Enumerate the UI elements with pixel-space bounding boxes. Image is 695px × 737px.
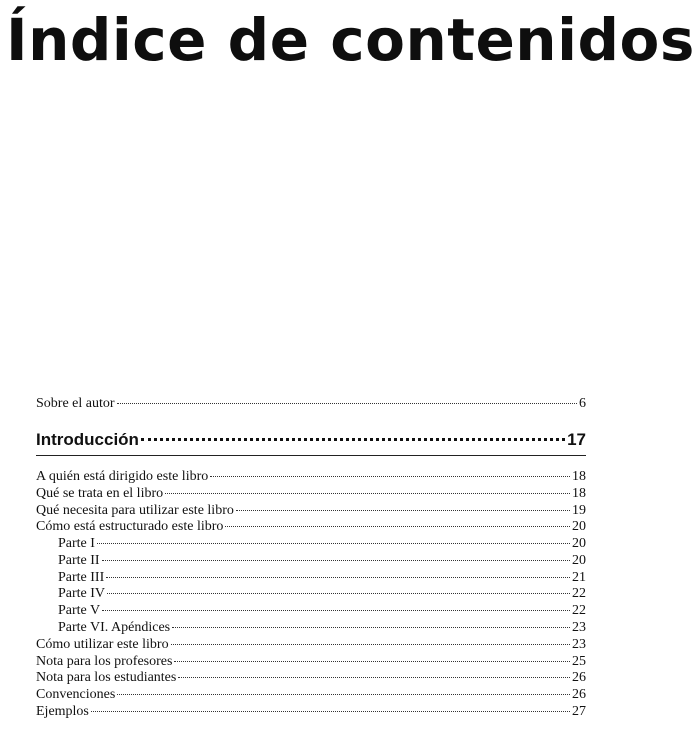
dot-leader: [107, 593, 570, 594]
dot-leader: [225, 526, 570, 527]
toc-subentry-page-number: 23: [572, 620, 586, 635]
toc-subentry-page-number: 20: [572, 553, 586, 568]
dot-leader: [106, 577, 570, 578]
toc-chapter-introduccion[interactable]: [36, 429, 586, 451]
toc-chapter-label: Introducción: [36, 430, 139, 449]
toc-subentry-label: Parte III: [58, 570, 105, 585]
toc-entry-page-number: 6: [579, 396, 586, 411]
toc-entry-label: Sobre el autor: [36, 396, 115, 411]
toc-subentry[interactable]: [58, 535, 586, 552]
toc-entry-label: Qué se trata en el libro: [36, 486, 164, 501]
toc-entry-label: Nota para los profesores: [36, 654, 173, 669]
toc-subentry[interactable]: [58, 619, 586, 636]
dot-leader: [171, 644, 570, 645]
toc-entry-page-number: 27: [572, 704, 586, 719]
toc-subentry-page-number: 20: [572, 536, 586, 551]
toc-subentry-label: Parte II: [58, 553, 100, 568]
toc-entry-page-number: 19: [572, 503, 586, 518]
toc-subentry-page-number: 22: [572, 586, 586, 601]
toc-entry[interactable]: [36, 636, 586, 653]
toc-subentry-page-number: 21: [572, 570, 586, 585]
chapter-divider: [36, 455, 586, 456]
toc-entry[interactable]: [36, 686, 586, 703]
toc-subentry-label: Parte I: [58, 536, 95, 551]
dot-leader: [165, 493, 570, 494]
dot-leader: [102, 610, 570, 611]
toc-subentry[interactable]: [58, 585, 586, 602]
toc-entry[interactable]: [36, 703, 586, 720]
toc-entry-page-number: 26: [572, 670, 586, 685]
toc-subentry[interactable]: [58, 552, 586, 569]
toc-chapter-page-number: 17: [567, 430, 586, 449]
toc-subentry-page-number: 22: [572, 603, 586, 618]
toc-subentry-label: Parte IV: [58, 586, 106, 601]
toc-entry[interactable]: [36, 485, 586, 502]
toc-entry[interactable]: [36, 518, 586, 535]
dot-leader: [91, 711, 570, 712]
dot-leader: [172, 627, 570, 628]
toc-entry-label: Convenciones: [36, 687, 116, 702]
toc-entry[interactable]: [36, 468, 586, 485]
toc-entry-page-number: 23: [572, 637, 586, 652]
dot-leader: [97, 543, 570, 544]
toc-entry-page-number: 25: [572, 654, 586, 669]
dot-leader: [141, 438, 565, 441]
toc-entry-label: A quién está dirigido este libro: [36, 469, 209, 484]
dot-leader: [117, 403, 577, 404]
toc-entry-page-number: 18: [572, 486, 586, 501]
dot-leader: [174, 661, 570, 662]
toc-subentry-label: Parte V: [58, 603, 101, 618]
toc-subentry[interactable]: [58, 602, 586, 619]
toc-entry[interactable]: [36, 653, 586, 670]
toc-entry-sobre-el-autor[interactable]: [36, 395, 586, 412]
toc-entry[interactable]: [36, 502, 586, 519]
toc-entry-label: Cómo utilizar este libro: [36, 637, 169, 652]
toc-entry-label: Cómo está estructurado este libro: [36, 519, 224, 534]
toc-entry[interactable]: [36, 669, 586, 686]
toc-entry-label: Nota para los estudiantes: [36, 670, 177, 685]
page-title: Índice de contenidos: [6, 6, 695, 74]
toc-subentry-label: Parte VI. Apéndices: [58, 620, 171, 635]
toc-entry-page-number: 26: [572, 687, 586, 702]
dot-leader: [102, 560, 570, 561]
toc-subentry[interactable]: [58, 569, 586, 586]
dot-leader: [210, 476, 570, 477]
toc-entry-page-number: 20: [572, 519, 586, 534]
toc-entry-page-number: 18: [572, 469, 586, 484]
toc-entry-label: Qué necesita para utilizar este libro: [36, 503, 234, 518]
dot-leader: [178, 677, 570, 678]
toc-entry-label: Ejemplos: [36, 704, 89, 719]
dot-leader: [117, 694, 570, 695]
dot-leader: [236, 510, 570, 511]
